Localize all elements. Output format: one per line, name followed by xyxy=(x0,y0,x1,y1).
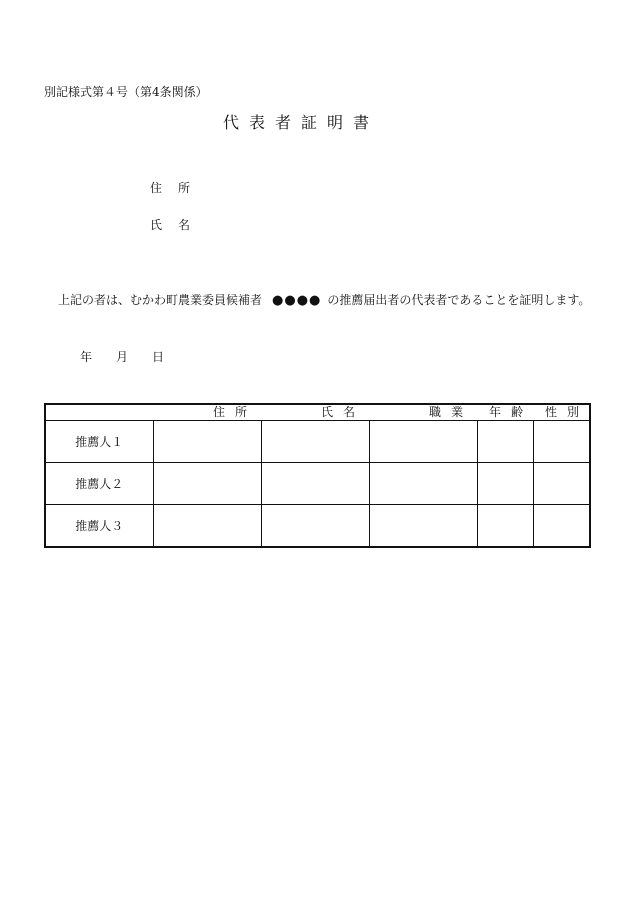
header-occupation: 職業 xyxy=(369,404,477,421)
table-row xyxy=(45,421,590,463)
date-year-label: 年 xyxy=(80,350,93,364)
table-header-row xyxy=(45,404,590,421)
occupation-cell[interactable] xyxy=(369,421,477,463)
name-cell[interactable] xyxy=(261,463,369,505)
occupation-cell[interactable] xyxy=(369,505,477,548)
header-blank xyxy=(45,404,153,421)
certification-statement xyxy=(58,291,590,308)
form-number-label: 別記様式第４号（第4条関係） xyxy=(44,85,208,99)
age-cell[interactable] xyxy=(477,463,533,505)
date-month-label: 月 xyxy=(116,350,129,364)
address-cell[interactable] xyxy=(153,463,261,505)
age-cell[interactable] xyxy=(477,505,533,548)
document-title: 代表者証明書 xyxy=(223,113,380,132)
name-field-label: 氏名 xyxy=(150,218,207,232)
recommender-label: 推薦人３ xyxy=(45,505,153,548)
name-cell[interactable] xyxy=(261,505,369,548)
header-age: 年齢 xyxy=(477,404,533,421)
candidate-name-mask: ●●●● xyxy=(272,293,322,308)
occupation-cell[interactable] xyxy=(369,463,477,505)
address-cell[interactable] xyxy=(153,505,261,548)
statement-after: の推薦届出者の代表者であることを証明します。 xyxy=(327,293,591,307)
gender-cell[interactable] xyxy=(533,421,590,463)
table-row xyxy=(45,463,590,505)
recommender-label: 推薦人１ xyxy=(45,421,153,463)
address-field-label: 住所 xyxy=(150,181,207,195)
recommender-label: 推薦人２ xyxy=(45,463,153,505)
address-cell[interactable] xyxy=(153,421,261,463)
header-name: 氏名 xyxy=(261,404,369,421)
date-day-label: 日 xyxy=(152,350,165,364)
age-cell[interactable] xyxy=(477,421,533,463)
gender-cell[interactable] xyxy=(533,463,590,505)
header-gender: 性別 xyxy=(533,404,590,421)
name-cell[interactable] xyxy=(261,421,369,463)
header-address: 住所 xyxy=(153,404,261,421)
gender-cell[interactable] xyxy=(533,505,590,548)
table-row xyxy=(45,505,590,548)
recommenders-table xyxy=(44,403,591,548)
statement-before: 上記の者は、むかわ町農業委員候補者 xyxy=(58,293,263,307)
